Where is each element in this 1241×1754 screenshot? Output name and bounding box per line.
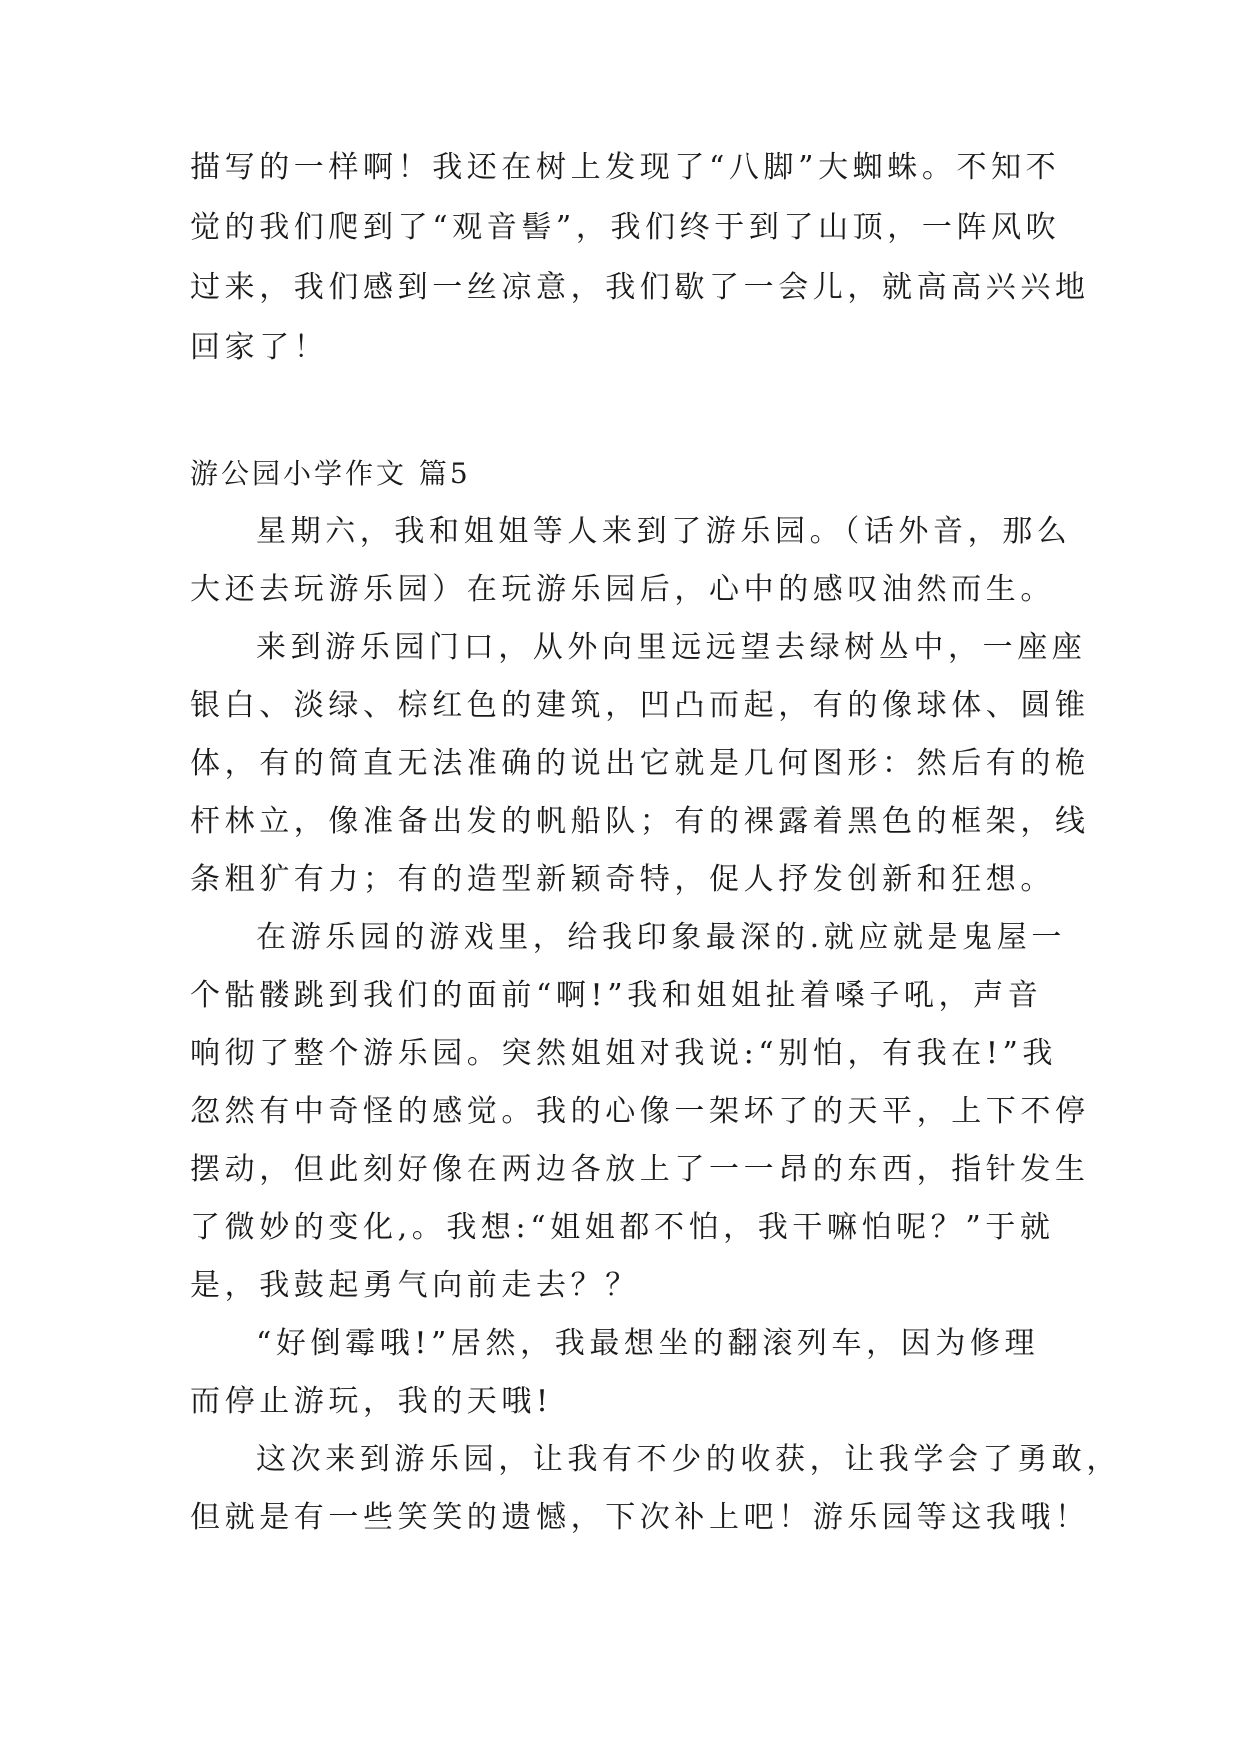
- text-line: “好倒霉哦!”居然，我最想坐的翻滚列车，因为修理: [256, 1326, 1040, 1361]
- text-line: 这次来到游乐园，让我有不少的收获，让我学会了勇敢，: [256, 1442, 1121, 1477]
- text-line: 星期六，我和姐姐等人来到了游乐园。（话外音，那么: [256, 514, 1072, 549]
- text-line: 觉的我们爬到了“观音髻”，我们终于到了山顶，一阵风吹: [190, 210, 1061, 245]
- text-line: 过来，我们感到一丝凉意，我们歇了一会儿，就高高兴兴地: [190, 270, 1090, 305]
- text-line: 大还去玩游乐园）在玩游乐园后，心中的感叹油然而生。: [190, 572, 1055, 607]
- section-title: 游公园小学作文 篇5: [190, 457, 471, 490]
- text-line: 个骷髅跳到我们的面前“啊!”我和姐姐扯着嗓子吼，声音: [190, 978, 1043, 1013]
- text-line: 回家了！: [190, 330, 329, 365]
- text-line: 但就是有一些笑笑的遗憾，下次补上吧！游乐园等这我哦！: [190, 1500, 1090, 1535]
- text-line: 描写的一样啊！我还在树上发现了“八脚”大蜘蛛。不知不: [190, 150, 1061, 185]
- text-line: 是，我鼓起勇气向前走去？？: [190, 1268, 640, 1303]
- text-line: 而停止游玩，我的天哦!: [190, 1384, 553, 1419]
- text-line: 杆林立，像准备出发的帆船队；有的裸露着黑色的框架，线: [190, 804, 1090, 839]
- text-line: 了微妙的变化,。我想:“姐姐都不怕，我干嘛怕呢？”于就: [190, 1210, 1055, 1245]
- text-line: 忽然有中奇怪的感觉。我的心像一架坏了的天平，上下不停: [190, 1094, 1090, 1129]
- text-line: 银白、淡绿、棕红色的建筑，凹凸而起，有的像球体、圆锥: [190, 688, 1090, 723]
- text-line: 条粗犷有力；有的造型新颖奇特，促人抒发创新和狂想。: [190, 862, 1055, 897]
- text-line: 在游乐园的游戏里，给我印象最深的.就应就是鬼屋一: [256, 920, 1066, 955]
- text-line: 摆动，但此刻好像在两边各放上了一一昂的东西，指针发生: [190, 1152, 1090, 1187]
- text-line: 来到游乐园门口，从外向里远远望去绿树丛中，一座座: [256, 630, 1087, 665]
- text-line: 响彻了整个游乐园。突然姐姐对我说:“别怕，有我在!”我: [190, 1036, 1058, 1071]
- text-line: 体，有的简直无法准确的说出它就是几何图形：然后有的桅: [190, 746, 1090, 781]
